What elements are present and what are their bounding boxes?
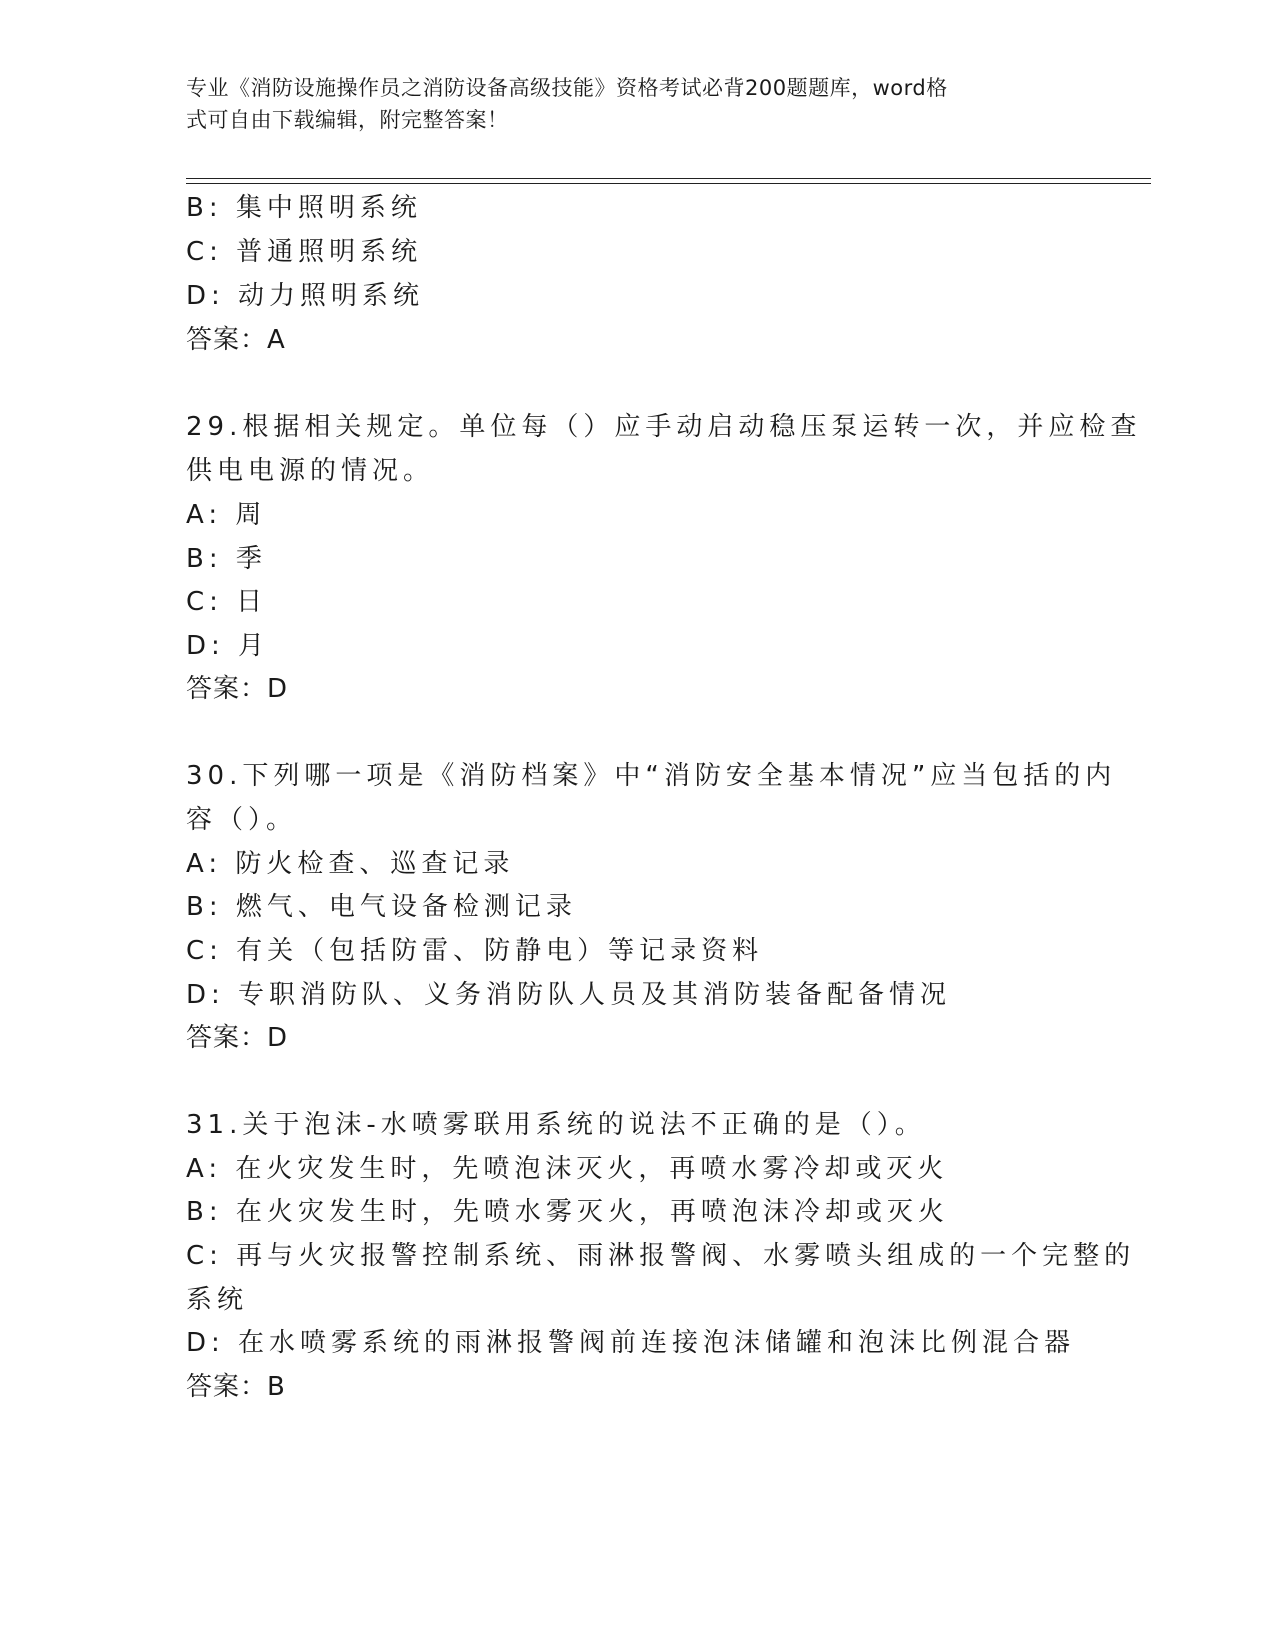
q28-option-d: D: 动力照明系统 — [186, 281, 425, 311]
q31-option-c-line-1: C: 再与火灾报警控制系统、雨淋报警阀、水雾喷头组成的一个完整的 — [186, 1241, 1136, 1271]
q29-stem-line-2: 供电电源的情况。 — [186, 456, 435, 486]
q31-option-a: A: 在火灾发生时，先喷泡沫灭火，再喷水雾冷却或灭火 — [186, 1154, 949, 1184]
q30-option-c: C: 有关（包括防雷、防静电）等记录资料 — [186, 936, 764, 966]
q29-option-d: D: 月 — [186, 631, 270, 661]
header-divider-top — [186, 178, 1151, 179]
q31-option-b: B: 在火灾发生时，先喷水雾灭火，再喷泡沫冷却或灭火 — [186, 1197, 949, 1227]
q30-option-a: A: 防火检查、巡查记录 — [186, 849, 515, 879]
q31-option-d: D: 在水喷雾系统的雨淋报警阀前连接泡沫储罐和泡沫比例混合器 — [186, 1328, 1076, 1358]
header-line-2: 式可自由下载编辑，附完整答案！ — [186, 108, 509, 132]
q31-answer: 答案：B — [186, 1372, 286, 1402]
q28-option-b: B: 集中照明系统 — [186, 193, 422, 223]
q28-option-c: C: 普通照明系统 — [186, 237, 423, 267]
header-divider-bottom — [186, 183, 1151, 184]
q29-stem-line-1: 29.根据相关规定。单位每（）应手动启动稳压泵运转一次，并应检查 — [186, 412, 1142, 442]
document-header — [186, 72, 1066, 136]
q28-answer: 答案：A — [186, 325, 286, 355]
q29-option-a: A: 周 — [186, 500, 267, 530]
q30-answer: 答案：D — [186, 1023, 289, 1053]
q29-option-b: B: 季 — [186, 544, 267, 574]
q30-stem-line-2: 容（）。 — [186, 805, 298, 835]
header-line-1: 专业《消防设施操作员之消防设备高级技能》资格考试必背200题题库，word格 — [186, 76, 948, 100]
q29-answer: 答案：D — [186, 674, 289, 704]
q30-stem-line-1: 30.下列哪一项是《消防档案》中“消防安全基本情况”应当包括的内 — [186, 761, 1117, 791]
q31-option-c-line-2: 系统 — [186, 1285, 249, 1315]
q30-option-d: D: 专职消防队、义务消防队人员及其消防装备配备情况 — [186, 980, 952, 1010]
q31-stem-line-1: 31.关于泡沫-水喷雾联用系统的说法不正确的是（）。 — [186, 1110, 926, 1140]
q29-option-c: C: 日 — [186, 587, 268, 617]
q30-option-b: B: 燃气、电气设备检测记录 — [186, 892, 577, 922]
